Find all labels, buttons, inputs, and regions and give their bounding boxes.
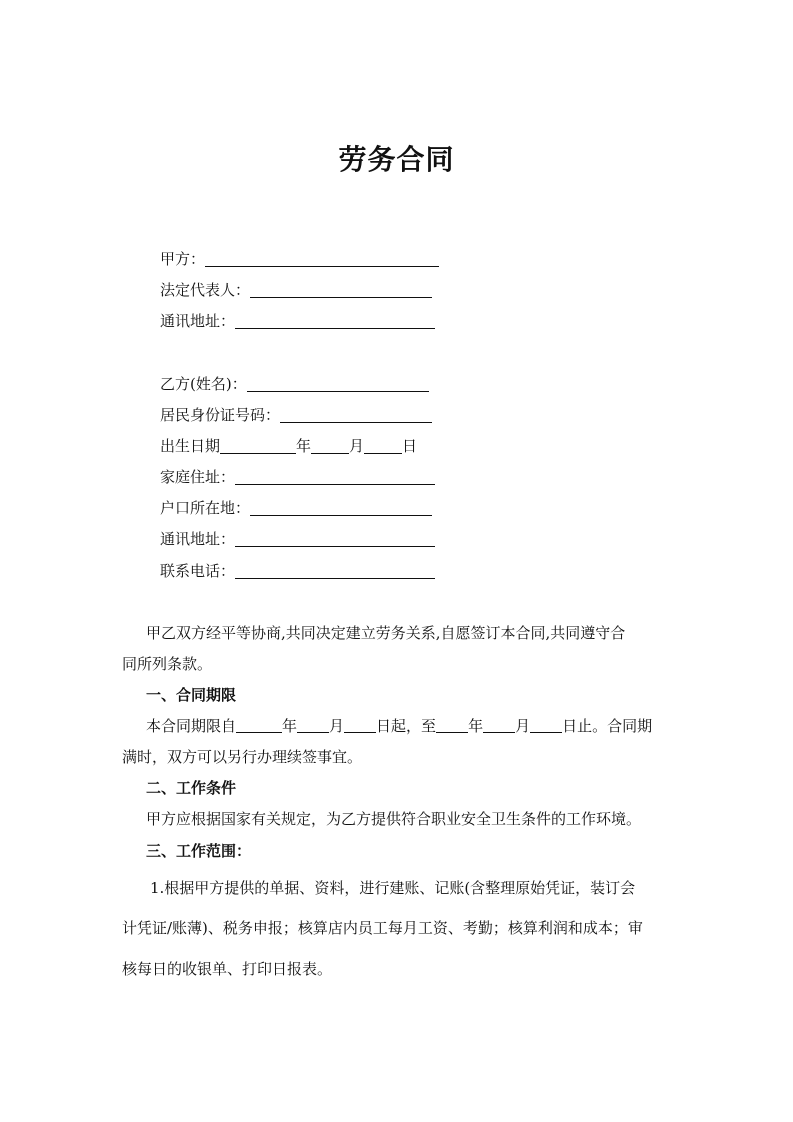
term-end-day-unit: 日止。合同期: [562, 717, 653, 735]
section-2-text: 甲方应根据国家有关规定，为乙方提供符合职业安全卫生条件的工作环境。: [146, 810, 642, 828]
party-b-id-blank[interactable]: [280, 406, 432, 423]
intro-line-2: 同所列条款。: [122, 655, 213, 673]
term-end-year-unit: 年: [468, 717, 484, 735]
party-a-rep-blank[interactable]: [250, 281, 432, 298]
term-start-year-unit: 年: [282, 717, 298, 735]
party-b-address-field: [160, 527, 435, 549]
party-b-phone-label: 联系电话：: [160, 562, 236, 580]
birth-day-unit: 日: [402, 437, 418, 455]
party-b-name-field: [160, 372, 429, 394]
term-end-year-blank[interactable]: [436, 717, 468, 733]
section-1-heading: 一、合同期限: [146, 686, 237, 704]
party-b-hukou-label: 户口所在地：: [160, 499, 251, 517]
term-start-day-blank[interactable]: [344, 717, 376, 733]
party-b-id-field: [160, 403, 432, 425]
birth-month-unit: 月: [349, 437, 365, 455]
party-b-phone-blank[interactable]: [235, 562, 435, 579]
party-b-birth-field: [160, 434, 417, 456]
term-start-text: 本合同期限自: [146, 717, 237, 735]
intro-line-1: 甲乙双方经平等协商,共同决定建立劳务关系,自愿签订本合同,共同遵守合: [146, 624, 626, 642]
term-end-day-blank[interactable]: [530, 717, 562, 733]
party-b-name-blank[interactable]: [247, 375, 429, 392]
section-1-line-1: [122, 716, 698, 736]
birth-year-unit: 年: [296, 437, 312, 455]
party-b-home-label: 家庭住址：: [160, 468, 236, 486]
party-b-home-blank[interactable]: [235, 468, 435, 485]
birth-day-blank[interactable]: [364, 437, 402, 454]
section-3-line-2: 计凭证/账薄)、税务申报；核算店内员工每月工资、考勤；核算利润和成本；审: [122, 919, 643, 937]
term-start-month-unit: 月: [329, 717, 345, 735]
term-end-month-unit: 月: [515, 717, 531, 735]
party-b-birth-label: 出生日期: [160, 437, 221, 455]
term-end-month-blank[interactable]: [483, 717, 515, 733]
party-b-home-field: [160, 465, 435, 487]
birth-month-blank[interactable]: [311, 437, 349, 454]
party-a-address-label: 通讯地址：: [160, 312, 236, 330]
party-b-hukou-blank[interactable]: [250, 499, 432, 516]
party-a-rep-label: 法定代表人：: [160, 281, 251, 299]
party-b-phone-field: [160, 559, 435, 581]
party-a-address-blank[interactable]: [235, 312, 435, 329]
section-3-heading: 三、工作范围：: [146, 842, 252, 860]
page-title: 劳务合同: [338, 143, 455, 176]
term-start-day-unit: 日起，至: [376, 717, 437, 735]
party-a-rep-field: [160, 278, 432, 300]
party-a-name-field: [160, 247, 439, 269]
term-start-year-blank[interactable]: [236, 717, 282, 733]
section-1-line-2: 满时，双方可以另行办理续签事宜。: [122, 748, 363, 766]
party-b-address-blank[interactable]: [235, 530, 435, 547]
party-b-name-label: 乙方(姓名)：: [160, 375, 247, 393]
party-a-name-label: 甲方：: [160, 250, 206, 268]
section-2-heading: 二、工作条件: [146, 779, 237, 797]
term-start-month-blank[interactable]: [297, 717, 329, 733]
birth-year-blank[interactable]: [220, 437, 296, 454]
party-b-hukou-field: [160, 496, 432, 518]
party-a-address-field: [160, 309, 435, 331]
party-b-id-label: 居民身份证号码：: [160, 406, 281, 424]
party-a-name-blank[interactable]: [205, 250, 439, 267]
party-b-address-label: 通讯地址：: [160, 530, 236, 548]
section-3-line-3: 核每日的收银单、打印日报表。: [122, 960, 333, 978]
section-3-line-1: 1.根据甲方提供的单据、资料，进行建账、记账(含整理原始凭证，装订会: [150, 879, 636, 897]
